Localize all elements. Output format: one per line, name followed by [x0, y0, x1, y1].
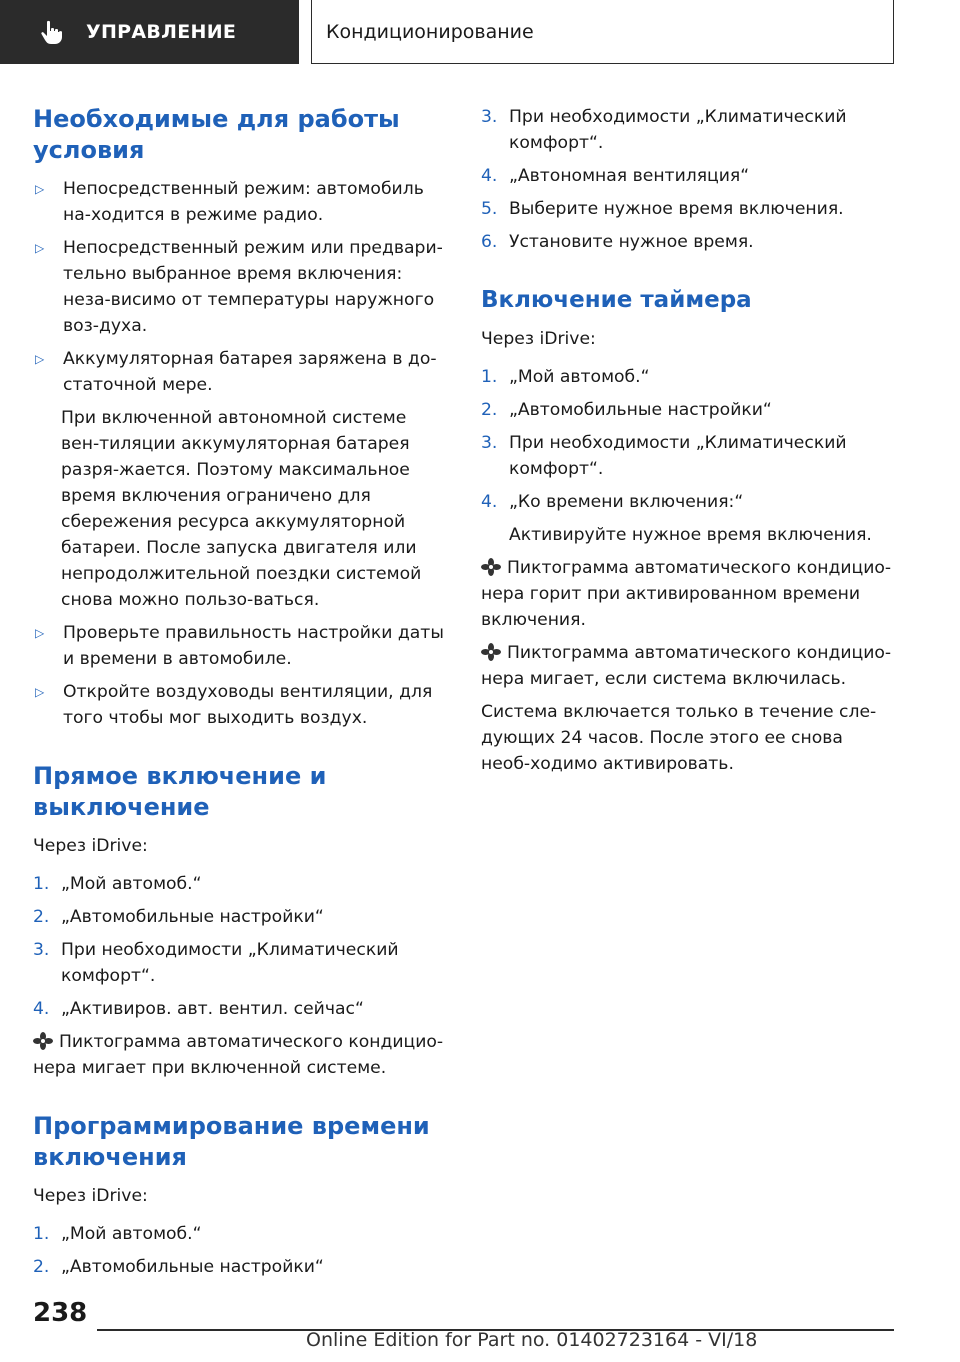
step-number: 2. — [33, 907, 50, 927]
step-item — [481, 364, 895, 390]
step-number: 1. — [33, 1224, 50, 1244]
step-item — [33, 1221, 447, 1247]
section-heading: Программирование времени включения — [33, 1112, 430, 1171]
step-number: 1. — [33, 874, 50, 894]
step-item — [481, 229, 895, 255]
section-tab — [0, 0, 299, 64]
step-item — [481, 196, 895, 222]
step-text: „Ко времени включения:“ — [509, 492, 744, 512]
fan-icon — [33, 1032, 53, 1050]
section-label: УПРАВЛЕНИЕ — [86, 21, 237, 43]
section-heading: Необходимые для работы условия — [33, 105, 400, 164]
icon-note-text: Пиктограмма автоматического кондицио-нера горит при активированном времени включения. — [481, 558, 892, 630]
step-number: 5. — [481, 199, 498, 219]
section-heading: Прямое включение и выключение — [33, 762, 327, 821]
chapter-header — [311, 0, 894, 64]
page-number: 238 — [33, 1298, 88, 1328]
bullet-item — [33, 176, 447, 228]
step-text: „Автономная вентиляция“ — [509, 166, 750, 186]
step-text: „Активиров. авт. вентил. сейчас“ — [61, 999, 364, 1019]
step-text: „Автомобильные настройки“ — [509, 400, 772, 420]
bullet-item — [33, 679, 447, 731]
step-item — [33, 996, 447, 1022]
left-column — [33, 104, 447, 1280]
step-text: При необходимости „Климатический комфорт“. — [61, 940, 399, 986]
step-item — [33, 937, 447, 989]
step-item — [481, 489, 895, 515]
step-number: 6. — [481, 232, 498, 252]
icon-note — [481, 640, 895, 692]
bullet-text: Проверьте правильность настройки даты и времени в автомобиле. — [63, 623, 444, 669]
intro-text: Через iDrive: — [33, 836, 148, 856]
step-text: „Автомобильные настройки“ — [61, 907, 324, 927]
chapter-title: Кондиционирование — [326, 20, 534, 43]
triangle-bullet-icon: ▷ — [35, 352, 45, 366]
bullet-text: Непосредственный режим: автомобиль на-ходится в режиме радио. — [63, 179, 424, 225]
bullet-item — [33, 235, 447, 339]
right-column — [481, 104, 895, 777]
step-text: „Автомобильные настройки“ — [61, 1257, 324, 1277]
step-item — [481, 397, 895, 423]
step-text: Установите нужное время. — [509, 232, 754, 252]
intro-text: Через iDrive: — [481, 329, 596, 349]
step-number: 3. — [33, 940, 50, 960]
step-text: „Мой автомоб.“ — [61, 874, 202, 894]
icon-note-text: Пиктограмма автоматического кондицио-нера мигает, если система включилась. — [481, 643, 892, 689]
fan-icon — [481, 558, 501, 576]
step-item — [481, 163, 895, 189]
step-number: 4. — [481, 166, 498, 186]
step-number: 3. — [481, 433, 498, 453]
step-text: Выберите нужное время включения. — [509, 199, 844, 219]
step-number: 3. — [481, 107, 498, 127]
step-number: 4. — [481, 492, 498, 512]
step-number: 2. — [33, 1257, 50, 1277]
step-sub-text: Активируйте нужное время включения. — [509, 525, 872, 545]
step-item — [481, 430, 895, 482]
step-text: При необходимости „Климатический комфорт“. — [509, 433, 847, 479]
step-number: 1. — [481, 367, 498, 387]
bullet-item — [33, 346, 447, 398]
icon-note — [33, 1029, 447, 1081]
bullet-text: Откройте воздуховоды вентиляции, для того чтобы мог выходить воздух. — [63, 682, 433, 728]
bullet-text: Аккумуляторная батарея заряжена в до-статочной мере. — [63, 349, 437, 395]
triangle-bullet-icon: ▷ — [35, 182, 45, 196]
bullet-item — [33, 620, 447, 672]
step-item — [33, 904, 447, 930]
note-text: При включенной автономной системе вен-тиляции аккумуляторная батарея разря-жается. Поэтому максимальное время включения ограничено для сбережения ресурса аккумуляторной батареи. После запуска двигателя или непродолжительной поездки системой снова можно пользо-ваться. — [61, 408, 422, 610]
edition-text: Online Edition for Part no. 01402723164 - VI/18 — [306, 1329, 758, 1351]
step-text: „Мой автомоб.“ — [509, 367, 650, 387]
section-heading: Включение таймера — [481, 287, 752, 313]
bullet-text: Непосредственный режим или предвари-тельно выбранное время включения: неза-висимо от температуры наружного воз-духа. — [63, 238, 443, 336]
icon-note — [481, 555, 895, 633]
step-item — [33, 871, 447, 897]
triangle-bullet-icon: ▷ — [35, 241, 45, 255]
fan-icon — [481, 643, 501, 661]
closing-text: Система включается только в течение сле-дующих 24 часов. После этого ее снова необ-ходимо активировать. — [481, 702, 877, 774]
step-number: 2. — [481, 400, 498, 420]
step-text: „Мой автомоб.“ — [61, 1224, 202, 1244]
step-item — [33, 1254, 447, 1280]
step-item — [481, 104, 895, 156]
triangle-bullet-icon: ▷ — [35, 685, 45, 699]
triangle-bullet-icon: ▷ — [35, 626, 45, 640]
step-number: 4. — [33, 999, 50, 1019]
icon-note-text: Пиктограмма автоматического кондицио-нера мигает при включенной системе. — [33, 1032, 444, 1078]
hand-pointer-icon — [38, 18, 66, 46]
step-text: При необходимости „Климатический комфорт“. — [509, 107, 847, 153]
intro-text: Через iDrive: — [33, 1186, 148, 1206]
